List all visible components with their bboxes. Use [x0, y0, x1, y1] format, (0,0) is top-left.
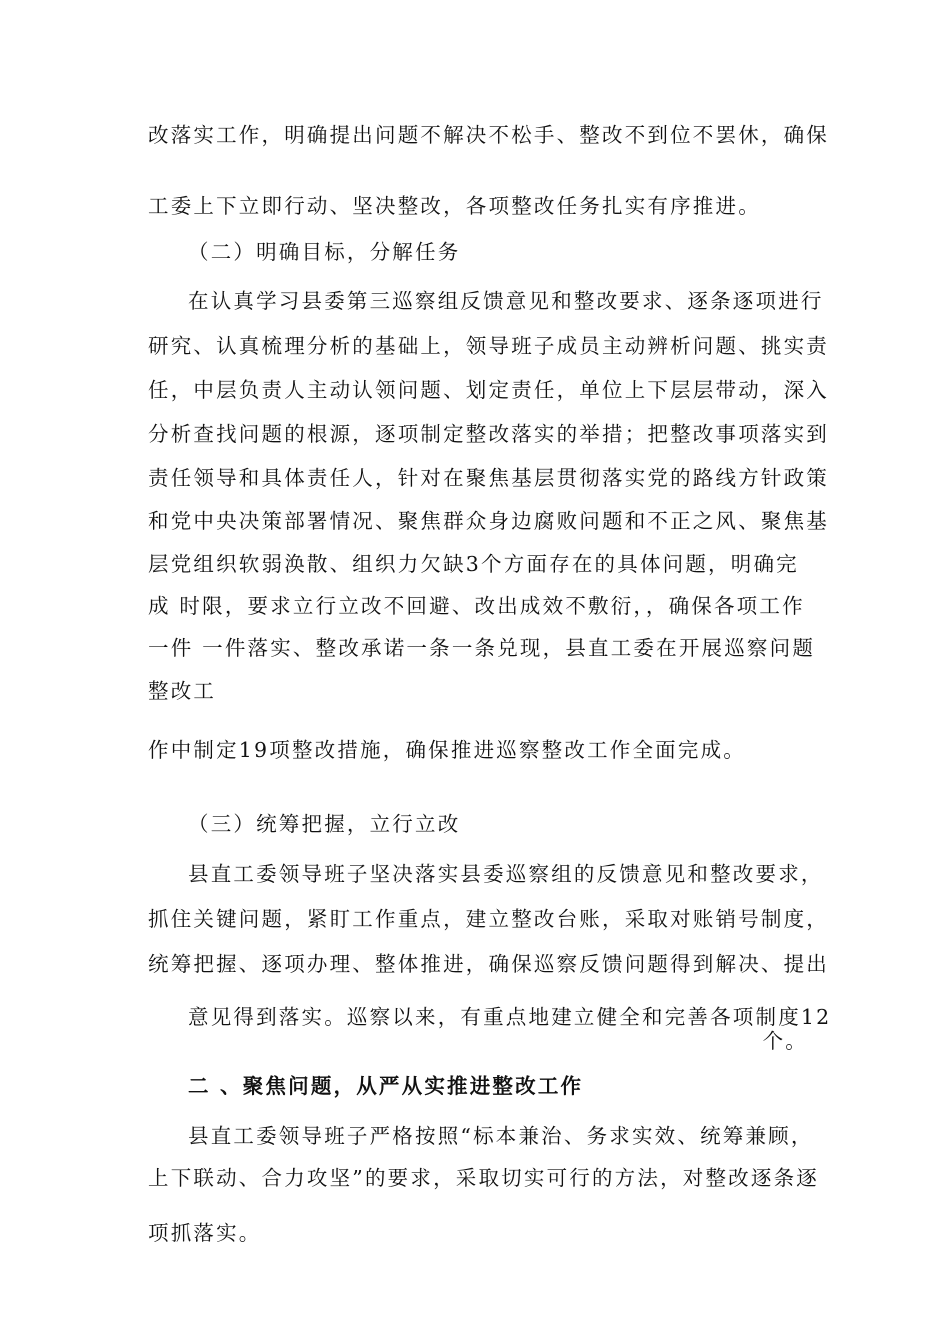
- text-line: 分析查找问题的根源，逐项制定整改落实的举措；把整改事项落实到: [148, 422, 829, 446]
- text-line: 研究、认真梳理分析的基础上，领导班子成员主动辨析问题、挑实责: [148, 334, 829, 358]
- text-line: 任，中层负责人主动认领问题、划定责任，单位上下层层带动，深入: [148, 378, 829, 402]
- text-line: 整改工: [148, 679, 217, 703]
- section-heading: （二）明确目标，分解任务: [188, 240, 461, 264]
- text-line: 县直工委领导班子坚决落实县委巡察组的反馈意见和整改要求，: [188, 862, 824, 886]
- text-line: 项抓落实。: [148, 1221, 262, 1245]
- text-line: 和党中央决策部署情况、聚焦群众身边腐败问题和不正之风、聚焦基: [148, 509, 829, 533]
- text-line: 作中制定19项整改措施，确保推进巡察整改工作全面完成。: [148, 738, 746, 762]
- section-heading: （三）统筹把握，立行立改: [188, 812, 461, 836]
- text-line: 县直工委领导班子严格按照“标本兼治、务求实效、统筹兼顾，: [188, 1124, 814, 1148]
- chapter-heading: 二 、聚焦问题，从严从实推进整改工作: [188, 1074, 584, 1098]
- text-line: 统筹把握、逐项办理、整体推进，确保巡察反馈问题得到解决、提出: [148, 952, 829, 976]
- text-line: 改落实工作，明确提出问题不解决不松手、整改不到位不罢休，确保: [148, 123, 829, 147]
- text-line: 意见得到落实。巡察以来，有重点地建立健全和完善各项制度12: [188, 1005, 832, 1029]
- text-line: 责任领导和具体责任人，针对在聚焦基层贯彻落实党的路线方针政策: [148, 466, 829, 490]
- text-line: 成 时限，要求立行立改不回避、改出成效不敷衍，，确保各项工作: [148, 594, 805, 618]
- text-line: 上下联动、合力攻坚”的要求，采取切实可行的方法，对整改逐条逐: [148, 1166, 819, 1190]
- text-line: 抓住关键问题，紧盯工作重点，建立整改台账，采取对账销号制度，: [148, 907, 829, 931]
- text-line: 工委上下立即行动、坚决整改，各项整改任务扎实有序推进。: [148, 194, 761, 218]
- text-line: 一件 一件落实、整改承诺一条一条兑现，县直工委在开展巡察问题: [148, 636, 816, 660]
- text-line: 个。: [762, 1029, 808, 1053]
- text-line: 在认真学习县委第三巡察组反馈意见和整改要求、逐条逐项进行: [188, 289, 824, 313]
- text-line: 层党组织软弱涣散、组织力欠缺3个方面存在的具体问题，明确完: [148, 552, 799, 576]
